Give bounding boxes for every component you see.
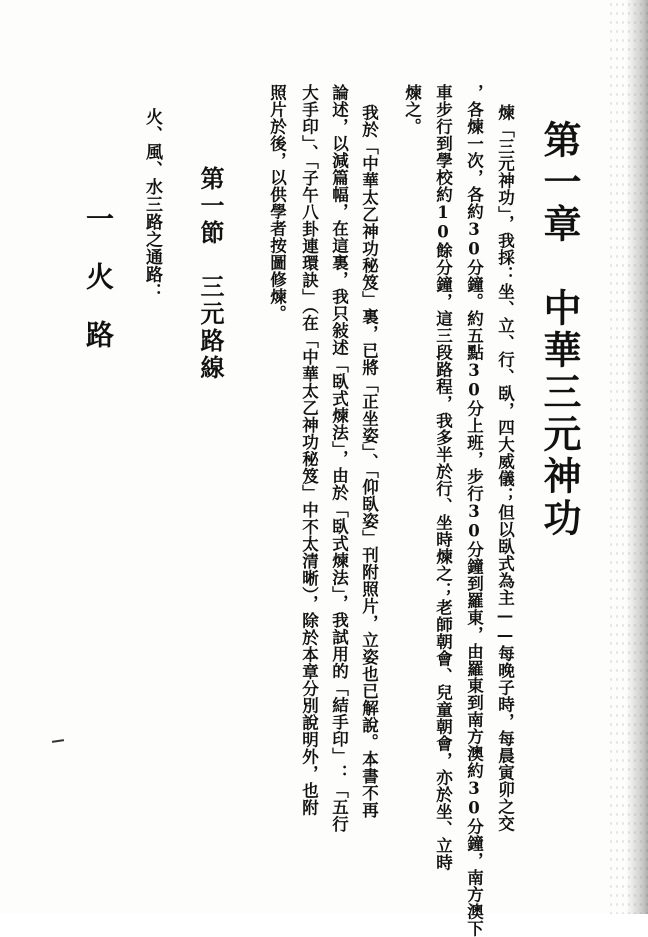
paragraph-1-line-4: 煉之。 bbox=[402, 84, 422, 135]
section-title: 第一節 三元路線 bbox=[196, 166, 224, 382]
section-intro: 火、風、水三路之通路： bbox=[142, 108, 162, 301]
paragraph-2-line-1: 我於「中華太乙神功秘笈」裏，已將「正坐姿」、「仰臥姿」刊附照片，立姿也已解說。本書不再 bbox=[359, 104, 379, 819]
paragraph-1-line-1: 煉「三元神功」，我採：坐、立、行、臥，四大威儀；但以臥式為主——每晚子時，每晨寅卯之交 bbox=[495, 104, 515, 832]
paragraph-1-line-2: ，各煉一次，各約30分鐘。約五點30分上班，步行30分鐘到羅東，由羅東到南方澳約30分鐘，南方澳下 bbox=[464, 84, 484, 937]
subsection-heading: 一火路 bbox=[82, 204, 115, 378]
paragraph-2-line-4: 照片於後，以供學者按圖修煉。 bbox=[267, 84, 287, 322]
paragraph-2-line-2: 論述，以減篇幅，在這裏，我只敍述「臥式煉法」，由於「臥式煉法」，我試用的「結手印」：「五行 bbox=[329, 84, 349, 833]
paragraph-2-line-3: 大手印」、「子午八卦連環訣」（在「中華太乙神功秘笈」中不太清晰），除於本章分別說明外，也附 bbox=[299, 84, 319, 816]
paragraph-1-line-3: 車步行到學校約10餘分鐘，這三段路程，我多半於行、坐時煉之；老師朝會、兒童朝會，亦於坐、立時 bbox=[433, 84, 453, 871]
chapter-title: 第一章 中華三元神功 bbox=[537, 120, 581, 540]
page-edge-shadow bbox=[626, 0, 648, 914]
stray-ink-mark bbox=[52, 739, 64, 743]
